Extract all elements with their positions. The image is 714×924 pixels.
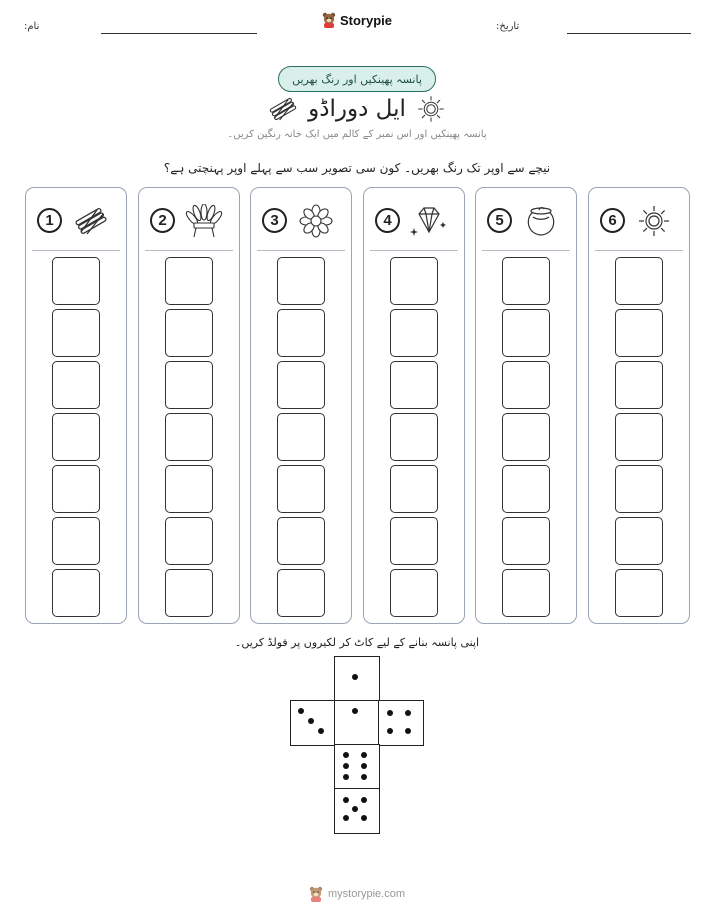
column-number: 4: [375, 208, 400, 233]
name-line[interactable]: [101, 33, 257, 34]
color-cell[interactable]: [615, 309, 663, 357]
color-cell[interactable]: [502, 257, 550, 305]
name-label: نام:: [24, 21, 40, 32]
color-cell[interactable]: [52, 517, 100, 565]
color-cell[interactable]: [502, 361, 550, 409]
dice-pip: [343, 815, 349, 821]
color-cell[interactable]: [390, 309, 438, 357]
brand-name: Storypie: [339, 12, 392, 28]
color-cell[interactable]: [277, 413, 325, 461]
column-header: [589, 206, 689, 236]
dice-face-6: [334, 744, 380, 790]
dice-pip: [352, 674, 358, 680]
dice-face-5: [334, 788, 380, 834]
color-cell[interactable]: [390, 413, 438, 461]
footer: [0, 886, 714, 902]
color-cell[interactable]: [52, 569, 100, 617]
color-cell[interactable]: [52, 361, 100, 409]
storypie-bear-icon: [322, 12, 336, 28]
color-cell[interactable]: [52, 413, 100, 461]
column-header: [364, 206, 464, 236]
column-divider: [595, 250, 683, 251]
column-number: 6: [600, 208, 625, 233]
color-cell[interactable]: [52, 465, 100, 513]
dice-pip: [298, 708, 304, 714]
color-cell[interactable]: [390, 361, 438, 409]
dice-pip: [361, 797, 367, 803]
dice-pip: [308, 718, 314, 724]
color-cell[interactable]: [165, 465, 213, 513]
column-divider: [32, 250, 120, 251]
dice-face-3: [290, 700, 336, 746]
color-cell[interactable]: [615, 569, 663, 617]
dice-pip: [405, 710, 411, 716]
dice-pip: [343, 763, 349, 769]
dice-pip: [318, 728, 324, 734]
color-cell[interactable]: [502, 517, 550, 565]
dice-pip: [343, 752, 349, 758]
dice-face-1: [334, 656, 380, 702]
date-label: تاریخ:: [496, 21, 520, 32]
color-cell[interactable]: [277, 517, 325, 565]
column-number: 2: [150, 208, 175, 233]
column-5: [475, 187, 577, 624]
column-header: [139, 206, 239, 236]
question-text: نیچے سے اوپر تک رنگ بھریں۔ کون سی تصویر سب سے پہلے اوپر پہنچتی ہے؟: [163, 161, 551, 175]
color-cell[interactable]: [165, 517, 213, 565]
color-cell[interactable]: [615, 413, 663, 461]
color-cell[interactable]: [52, 257, 100, 305]
diamond-icon: [409, 204, 449, 238]
color-cell[interactable]: [165, 257, 213, 305]
color-cell[interactable]: [165, 309, 213, 357]
color-cell[interactable]: [52, 309, 100, 357]
column-header: [26, 206, 126, 236]
column-number: 3: [262, 208, 287, 233]
color-cell[interactable]: [165, 413, 213, 461]
date-line[interactable]: [567, 33, 691, 34]
color-cell[interactable]: [390, 257, 438, 305]
color-cell[interactable]: [277, 257, 325, 305]
dice-pip: [361, 774, 367, 780]
dice-pip: [343, 774, 349, 780]
column-2: [138, 187, 240, 624]
dice-instruction: اپنی پانسہ بنانے کے لیے کاٹ کر لکیروں پر فولڈ کریں۔: [234, 636, 480, 649]
column-1: [25, 187, 127, 624]
dice-pip: [343, 797, 349, 803]
color-cell[interactable]: [277, 569, 325, 617]
color-cell[interactable]: [277, 361, 325, 409]
column-divider: [370, 250, 458, 251]
color-cell[interactable]: [165, 569, 213, 617]
color-cell[interactable]: [615, 517, 663, 565]
color-cell[interactable]: [277, 465, 325, 513]
sun-icon: [414, 94, 448, 124]
raft-icon: [71, 204, 111, 238]
brand-logo: [0, 12, 714, 28]
subtitle: پانسہ پھینکیں اور اس نمبر کے کالم میں ایک خانہ رنگین کریں۔: [227, 129, 487, 140]
dice-pip: [352, 708, 358, 714]
color-cell[interactable]: [502, 413, 550, 461]
color-cell[interactable]: [615, 465, 663, 513]
dice-face-4: [378, 700, 424, 746]
page-title: ایل دوراڈو: [308, 96, 406, 122]
column-divider: [482, 250, 570, 251]
flower-icon: [296, 204, 336, 238]
headdress-icon: [184, 204, 224, 238]
column-3: [250, 187, 352, 624]
color-cell[interactable]: [390, 465, 438, 513]
color-cell[interactable]: [277, 309, 325, 357]
dice-face-1: [334, 700, 380, 746]
title-row: [0, 94, 714, 124]
column-4: [363, 187, 465, 624]
color-cell[interactable]: [615, 257, 663, 305]
dice-pip: [361, 752, 367, 758]
dice-pip: [352, 806, 358, 812]
dice-pip: [361, 763, 367, 769]
color-cell[interactable]: [165, 361, 213, 409]
dice-pip: [405, 728, 411, 734]
dice-pip: [387, 728, 393, 734]
color-cell[interactable]: [390, 517, 438, 565]
color-cell[interactable]: [390, 569, 438, 617]
raft-icon: [266, 94, 300, 124]
storypie-bear-icon: [309, 886, 323, 902]
game-type-pill: پانسہ پھینکیں اور رنگ بھریں: [278, 66, 436, 92]
column-number: 1: [37, 208, 62, 233]
column-number: 5: [487, 208, 512, 233]
column-header: [251, 206, 351, 236]
dice-pip: [387, 710, 393, 716]
color-cell[interactable]: [502, 465, 550, 513]
color-cell[interactable]: [502, 569, 550, 617]
dice-pip: [361, 815, 367, 821]
color-cell[interactable]: [502, 309, 550, 357]
sun-icon: [634, 204, 674, 238]
pot-icon: [521, 204, 561, 238]
column-divider: [145, 250, 233, 251]
column-header: [476, 206, 576, 236]
column-6: [588, 187, 690, 624]
column-divider: [257, 250, 345, 251]
color-cell[interactable]: [615, 361, 663, 409]
footer-site[interactable]: mystorypie.com: [327, 888, 406, 900]
